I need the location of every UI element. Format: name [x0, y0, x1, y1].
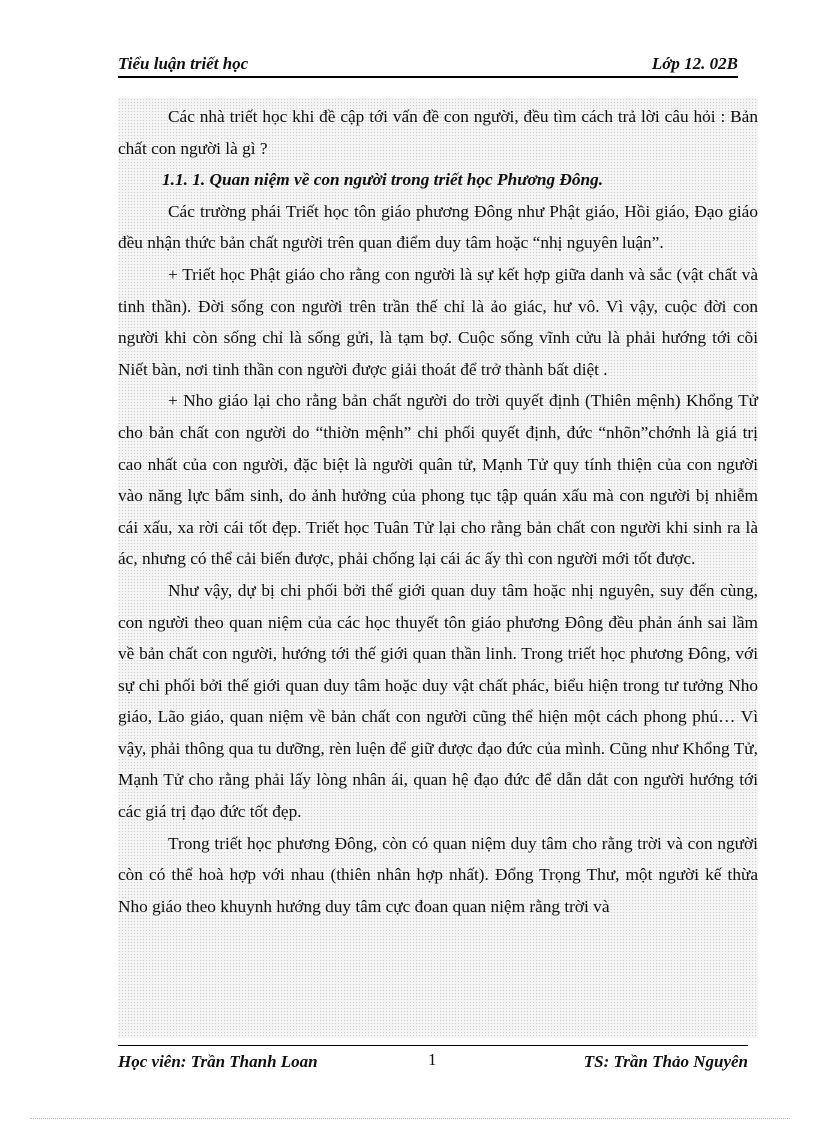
page-number: 1 — [428, 1050, 437, 1069]
paragraph-intro: Các nhà triết học khi đề cập tới vấn đề con người, đều tìm cách trả lời câu hỏi : Bản chất con người là gì ? — [118, 107, 758, 158]
advisor-name: TS: Trần Thảo Nguyên — [583, 1052, 748, 1071]
paragraph-heaven-human: Trong triết học phương Đông, còn có quan niệm duy tâm cho rằng trời và con người còn có thể hoà hợp với nhau (thiên nhân hợp nhất). Đổng Trọng Thư, một người kế thừa Nho giáo theo khuynh hướng duy tâm cực đoan quan niệm rằng trời và — [118, 833, 758, 916]
page-header — [118, 50, 738, 78]
student-name: Học viên: Trần Thanh Loan — [118, 1052, 318, 1071]
page-bottom-divider — [30, 1118, 790, 1119]
page-footer — [118, 1045, 748, 1076]
main-text — [118, 101, 758, 922]
document-title: Tiểu luận triết học — [118, 54, 249, 73]
paragraph-buddhism: + Triết học Phật giáo cho rằng con người là sự kết hợp giữa danh và sắc (vật chất và tinh thần). Đời sống con người trên trần thế chỉ là ảo giác, hư vô. Vì vậy, cuộc đời con người khi còn sống chỉ là sống gửi, là tạm bợ. Cuộc sống vĩnh cửu là phải hướng tới cõi Niết bàn, nơi tinh thần con người được giải thoát để trở thành bất diệt . — [118, 264, 758, 379]
paragraph-religions: Các trường phái Triết học tôn giáo phương Đông như Phật giáo, Hồi giáo, Đạo giáo đều nhận thức bản chất người trên quan điểm duy tâm hoặc “nhị nguyên luận”. — [118, 201, 758, 253]
paragraph-confucianism: + Nho giáo lại cho rằng bản chất người do trời quyết định (Thiên mệnh) Khổng Tử cho bản chất con người do “thiờn mệnh” chi phối quyết định, đức “nhõn”chớnh là giá trị cao nhất của con người, đặc biệt là người quân tử, Mạnh Tử quy tính thiện của con người vào năng lực bẩm sinh, do ảnh hưởng của phong tục tập quán xấu mà con người bị nhiễm cái xấu, xa rời cái tốt đẹp. Triết học Tuân Tử lại cho rằng bản chất con người khi sinh ra là ác, nhưng có thể cải biến được, phải chống lại cái ác ấy thì con người mới tốt được. — [118, 391, 758, 569]
section-heading: 1.1. 1. Quan niệm về con người trong triết học Phương Đông. — [162, 170, 604, 190]
class-label: Lớp 12. 02B — [651, 54, 738, 73]
paragraph-summary: Như vậy, dự bị chi phối bởi thế giới quan duy tâm hoặc nhị nguyên, suy đến cùng, con người theo quan niệm của các học thuyết tôn giáo phương Đông đều phản ánh sai lầm về bản chất con người, hướng tới thế giới quan thần linh. Trong triết học phương Đông, với sự chi phối bởi thế giới quan duy tâm hoặc duy vật chất phác, biểu hiện trong tư tưởng Nho giáo, Lão giáo, quan niệm về bản chất con người cũng thể hiện một cách phong phú… Vì vậy, phải thông qua tu dưỡng, rèn luện để giữ được đạo đức của mình. Cũng như Khổng Tử, Mạnh Tử cho rằng phải lấy lòng nhân ái, quan hệ đạo đức để dẫn dắt con người hướng tới các giá trị đạo đức tốt đẹp. — [118, 580, 758, 822]
